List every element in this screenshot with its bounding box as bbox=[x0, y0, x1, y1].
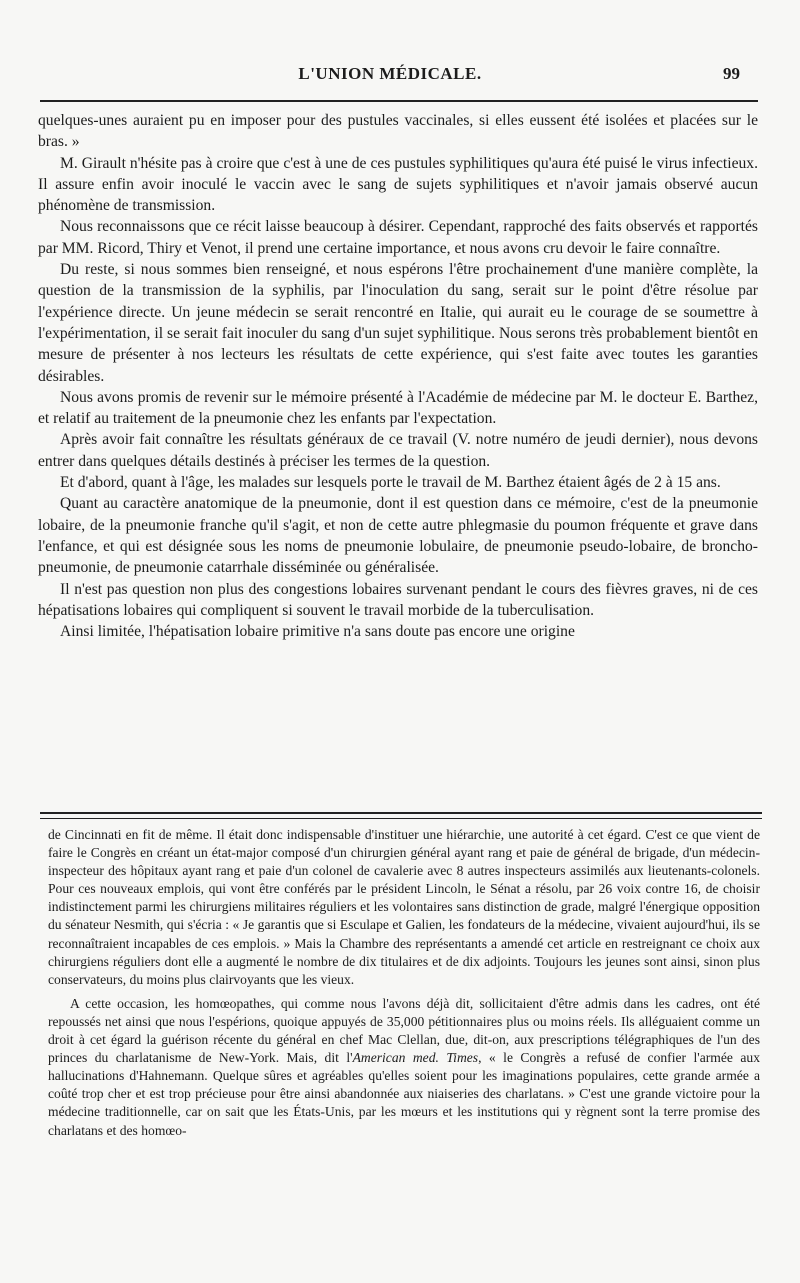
page-header bbox=[40, 64, 740, 92]
paragraph: quelques-unes auraient pu en imposer pour des pustules vaccinales, si elles eussent été isolées et placées sur le bras. » bbox=[38, 112, 758, 151]
header-rule bbox=[40, 100, 758, 102]
footnote-paragraph bbox=[48, 995, 760, 1140]
paragraph: Il n'est pas question non plus des congestions lobaires survenant pendant le cours des fièvres graves, ni de ces hépatisations lobaires qui compliquent si souvent le travail morbide de la tuberculisation. bbox=[38, 580, 758, 619]
footnote-rule bbox=[40, 812, 762, 819]
paragraph: Et d'abord, quant à l'âge, les malades sur lesquels porte le travail de M. Barthez étaient âgés de 2 à 15 ans. bbox=[60, 474, 721, 492]
paragraph: Du reste, si nous sommes bien renseigné, et nous espérons l'être prochainement d'une manière complète, la question de la transmission de la syphilis, par l'inoculation du sang, serait sur le point d'être résolue par l'expérience directe. Un jeune médecin se serait rencontré en Italie, qui aurait eu le courage de se soumettre à l'expérimentation, il se serait fait inoculer du sang d'un sujet syphilitique. Nous serons très probablement bientôt en mesure de présenter à nos lecteurs les résultats de cette expérience, qui s'est faite avec toutes les garanties désirables. bbox=[38, 261, 758, 385]
footnote-text-run: A cette occasion, les homœopathes, qui comme nous l'avons déjà dit, sollicitaient d'être admis dans les cadres, ont été repoussés net ainsi que nous l'espérions, quoique appuyés de 35,000 pétitionnaires plus ou moins réels. Ils alléguaient comme un droit à cet égard la guérison récente du général en chef Mac Clellan, due, dit-on, aux prescriptions télégraphiques de l'un des princes du charlatanisme de New-York. Mais, dit l' bbox=[48, 995, 760, 1066]
running-title: L'UNION MÉDICALE. bbox=[298, 64, 482, 83]
paragraph: M. Girault n'hésite pas à croire que c'est à une de ces pustules syphilitiques qu'aura été puisé le virus infectieux. Il assure enfin avoir inoculé le vaccin avec le sang de sujets syphilitiques et n'avoir jamais observé aucun phénomène de transmission. bbox=[38, 154, 758, 215]
paragraph: Quant au caractère anatomique de la pneumonie, dont il est question dans ce mémoire, c'est de la pneumonie lobaire, de la pneumonie franche qu'il s'agit, et non de cette autre phlegmasie du poumon fréquente et grave dans l'enfance, et qui est désignée sous les noms de pneumonie lobulaire, de pneumonie pseudo-lobaire, de broncho-pneumonie, de pneumonie catarrhale disséminée ou généralisée. bbox=[38, 495, 758, 577]
paragraph: Nous reconnaissons que ce récit laisse beaucoup à désirer. Cependant, rapproché des faits observés et rapportés par MM. Ricord, Thiry et Venot, il prend une certaine importance, et nous avons cru devoir le faire connaître. bbox=[38, 218, 758, 257]
paragraph: Après avoir fait connaître les résultats généraux de ce travail (V. notre numéro de jeudi dernier), nous devons entrer dans quelques détails destinés à préciser les termes de la question. bbox=[38, 431, 758, 470]
footnote-text-run: , « le Congrès a refusé de confier l'armée aux hallucinations d'Hahnemann. Quelque sûres et agréables qu'elles soient pour les imaginations populaires, cette grande armée a coûté trop cher et est trop précieuse pour être ainsi abandonnée aux niaiseries des charlatans. » C'est une grande victoire pour la médecine traditionnelle, car on sait que les États-Unis, par les mœurs et les institutions qui y règnent sont la terre promise des charlatans et des homœo- bbox=[48, 1050, 760, 1138]
footnote-paragraph: de Cincinnati en fit de même. Il était donc indispensable d'instituer une hiérarchie, une autorité à cet égard. C'est ce que vient de faire le Congrès en créant un état-major composé d'un chirurgien général ayant rang et paie de général de brigade, d'un médecin-inspecteur des hôpitaux ayant rang et paie d'un colonel de cavalerie avec 8 autres inspecteurs assimilés aux lieutenants-colonels. Pour ces nouveaux emplois, qui vont être conférés par le président Lincoln, le Sénat a résolu, par 26 voix contre 16, de choisir indistinctement parmi les chirurgiens militaires réguliers et les volontaires sans distinction de grade, malgré l'énergique opposition du sénateur Nesmith, qui s'écria : « Je garantis que si Esculape et Galien, les fondateurs de la médecine, vivaient aujourd'hui, ils se reconnaîtraient incapables de ces emplois. » Mais la Chambre des représentants a amendé cet article en restreignant ce choix aux chirurgiens réguliers dont elle a augmenté le nombre de dix titulaires et de dix adjoints. Toujours les jeunes sont ainsi, sinon plus conservateurs, du moins plus clairvoyants que les vieux. bbox=[48, 827, 760, 987]
paragraph: Ainsi limitée, l'hépatisation lobaire primitive n'a sans doute pas encore une origine bbox=[60, 623, 575, 641]
journal-title-italic: American med. Times bbox=[352, 1050, 479, 1066]
footnote bbox=[48, 826, 760, 1140]
main-text bbox=[38, 110, 758, 642]
page-number: 99 bbox=[723, 64, 740, 83]
paragraph: Nous avons promis de revenir sur le mémoire présenté à l'Académie de médecine par M. le docteur E. Barthez, et relatif au traitement de la pneumonie chez les enfants par l'expectation. bbox=[38, 388, 758, 428]
